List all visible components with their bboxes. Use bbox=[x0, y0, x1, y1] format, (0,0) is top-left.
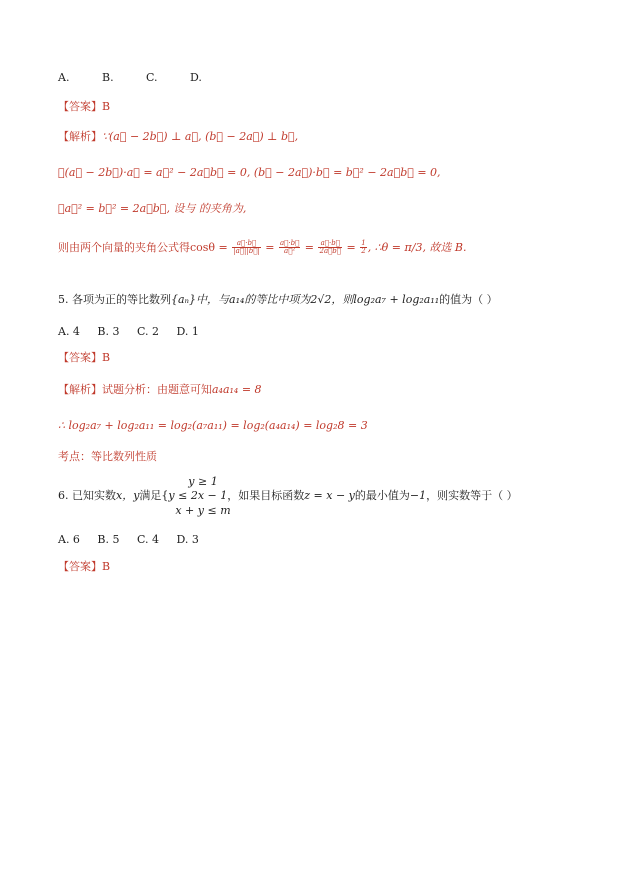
fraction-1: $\frac{a⃗\cdot b⃗}{|a⃗||b⃗|}$ bbox=[233, 239, 260, 256]
q5-stem-c: a₁₄的等比中项为2√2，则 bbox=[229, 293, 354, 306]
analysis-math: ∵(a⃗ − 2b⃗) ⊥ a⃗, (b⃗ − 2a⃗) ⊥ b⃗, bbox=[102, 130, 299, 143]
q5-analysis-line-1 bbox=[58, 384, 262, 395]
answer-value: B bbox=[102, 351, 111, 364]
q4-answer bbox=[58, 101, 110, 112]
q4-analysis-line-2: ∴(a⃗ − 2b⃗)·a⃗ = a⃗² − 2a⃗b⃗ = 0, (b⃗ − 2a⃗)·b⃗ = b⃗² − 2a⃗b⃗ = 0, bbox=[58, 166, 441, 179]
q4-options bbox=[58, 72, 202, 83]
q6-inequality-system-bottom bbox=[164, 505, 242, 518]
answer-label: 【答案】 bbox=[58, 560, 102, 573]
q4-option-a: A. bbox=[58, 71, 70, 84]
q4-analysis-line-3: ∴a⃗² = b⃗² = 2a⃗b⃗, 设与 的夹角为, bbox=[58, 202, 247, 215]
q6-stem: 6. 已知实数x，y满足{y ≤ 2x − 1，如果目标函数z = x − y的最小值为−1，则实数等于（ ） bbox=[58, 489, 518, 502]
q5-stem-b: {aₙ}中，与 bbox=[171, 293, 230, 306]
cos-formula-prefix: 则由两个向量的夹角公式得cosθ = bbox=[58, 240, 228, 254]
analysis-label: 【解析】 bbox=[58, 383, 102, 396]
q6-options: A. 6 B. 5 C. 4 D. 3 bbox=[58, 533, 199, 546]
cos-formula-suffix: , ∴θ = π/3, 故选 B. bbox=[367, 240, 467, 254]
q5-answer bbox=[58, 352, 110, 363]
q4-option-d: D. bbox=[190, 71, 202, 84]
q4-analysis-line-1 bbox=[58, 131, 298, 142]
q6-stem-c: ，如果目标函数 bbox=[227, 489, 305, 502]
answer-label: 【答案】 bbox=[58, 351, 102, 364]
q4-option-c: C. bbox=[146, 71, 158, 84]
q6-stem-g: ，则实数等于（ ） bbox=[426, 489, 518, 502]
q6-answer bbox=[58, 561, 110, 572]
analysis-text: 试题分析：由题意可知 bbox=[102, 383, 212, 396]
fraction-2: $\frac{a⃗\cdot b⃗}{\text{a⃗²}}$ bbox=[279, 239, 300, 256]
q5-stem-d: log₂a₇ + log₂a₁₁ bbox=[353, 293, 440, 306]
q5-stem bbox=[58, 294, 498, 305]
q5-point: 考点：等比数列性质 bbox=[58, 450, 157, 463]
q6-stem-b: 满足 bbox=[139, 489, 162, 502]
sys-line-1: y ≥ 1 bbox=[188, 475, 218, 488]
q6-stem-f: −1 bbox=[409, 489, 427, 502]
q6-stem-a: 6. 已知实数 bbox=[58, 489, 116, 502]
q6-inequality-system bbox=[164, 476, 242, 489]
q5-stem-a: 5. 各项为正的等比数列 bbox=[58, 293, 171, 306]
q5-stem-e: 的值为（ ） bbox=[439, 293, 498, 306]
fraction-4: $\frac{1}{2}$ bbox=[361, 239, 366, 256]
q4-analysis-line-4: 则由两个向量的夹角公式得cosθ = $\frac{a⃗\cdot b⃗}{|a⃗||b⃗|}$ = $\frac{a⃗\cdot b⃗}{\text{a⃗²}}$ = $\frac{a⃗\cdot b⃗}{2a⃗b⃗}$ = $\frac{1}{2}$ , ∴θ = π/3, 故选 B. bbox=[58, 239, 467, 256]
fraction-3: $\frac{a⃗\cdot b⃗}{2a⃗b⃗}$ bbox=[319, 239, 341, 256]
q4-option-b: B. bbox=[102, 71, 114, 84]
q6-stem-e: 的最小值为 bbox=[354, 489, 410, 502]
q6-stem-d: z = x − y bbox=[304, 489, 355, 502]
analysis-math: a₄a₁₄ = 8 bbox=[212, 383, 262, 396]
q5-analysis-line-2: ∴ log₂a₇ + log₂a₁₁ = log₂(a₇a₁₁) = log₂(a₄a₁₄) = log₂8 = 3 bbox=[58, 419, 368, 432]
answer-value: B bbox=[102, 560, 111, 573]
sys-line-3: x + y ≤ m bbox=[175, 504, 231, 517]
analysis-label: 【解析】 bbox=[58, 130, 102, 143]
q6-stem-vars: x，y bbox=[116, 489, 140, 502]
sys-line-2: y ≤ 2x − 1 bbox=[168, 489, 228, 502]
q5-options: A. 4 B. 3 C. 2 D. 1 bbox=[58, 325, 199, 338]
answer-value: B bbox=[102, 100, 111, 113]
answer-label: 【答案】 bbox=[58, 100, 102, 113]
